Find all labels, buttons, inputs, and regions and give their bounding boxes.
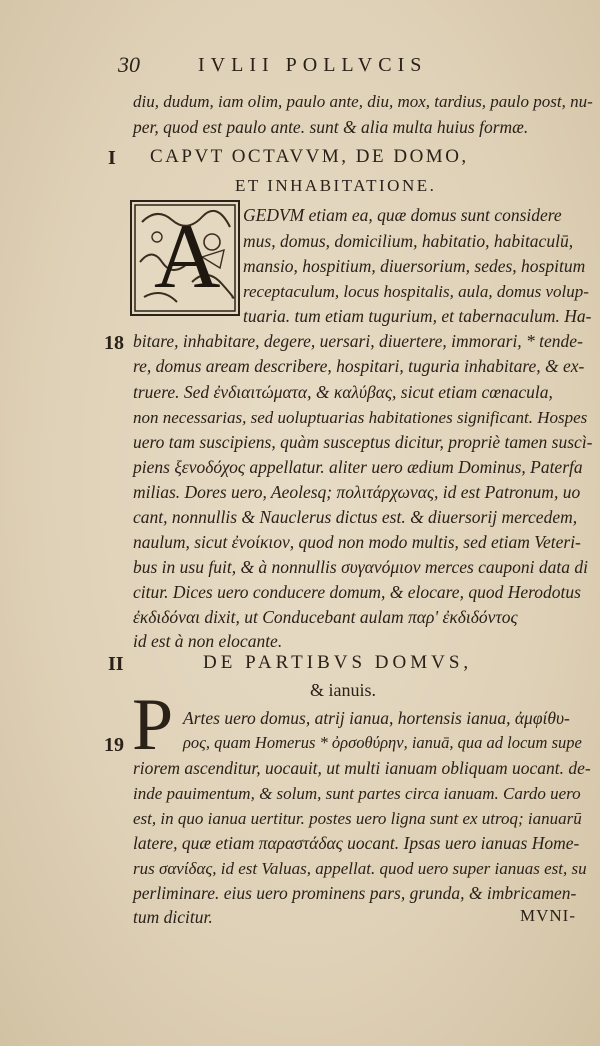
marginal-number: 19 [104, 734, 124, 756]
text-line: diu, dudum, iam olim, paulo ante, diu, mox, tardius, paulo post, nu- [133, 92, 593, 111]
text-line: ἐκδιδόναι dixit, ut Conducebant aulam παρ' ἐκδιδόντος [133, 607, 518, 627]
text-line: est, in quo ianua uertitur. postes uero ligna sunt ex utroq; ianuarū [133, 809, 582, 828]
decorated-initial-woodcut [130, 200, 240, 316]
text-line: latere, quæ etiam παραστάδας uocant. Ipsas uero ianuas Home- [133, 833, 580, 853]
section-heading-continued: & ianuis. [310, 680, 376, 700]
chapter-heading-continued: ET INHABITATIONE. [235, 176, 437, 195]
text-line: uero tam suscipiens, quàm susceptus dicitur, propriè tamen suscì- [133, 432, 593, 452]
section-heading: DE PARTIBVS DOMVS, [203, 652, 473, 673]
text-line: piens ξενοδόχος appellatur. aliter uero ædium Dominus, Paterfa [133, 457, 583, 477]
text-line: milias. Dores uero, Aeolesq; πολιτάρχωνας, id est Patronum, uo [133, 482, 581, 502]
text-line: ρος, quam Homerus * ὀρσοθύρην, ianuā, qua ad locum supe [183, 733, 582, 752]
text-line: perliminare. eius uero prominens pars, grunda, & imbricamen- [133, 883, 577, 903]
text-line: per, quod est paulo ante. sunt & alia multa huius formæ. [133, 117, 529, 137]
chapter-number: I [108, 147, 116, 169]
section-number: II [108, 653, 124, 675]
text-line: tum dicitur. [133, 907, 213, 927]
marginal-number: 18 [104, 332, 124, 354]
running-title: IVLII POLLVCIS [198, 54, 428, 76]
text-line: id est à non elocante. [133, 631, 283, 651]
text-line: re, domus aream describere, hospitari, tuguria inhabitare, & ex- [133, 356, 585, 376]
text-line: citur. Dices uero conducere domum, & elocare, quod Herodotus [133, 582, 581, 602]
text-line: mansio, hospitium, diuersorium, sedes, hospitum [243, 256, 586, 276]
chapter-dropcap: A [154, 205, 221, 307]
text-line: mus, domus, domicilium, habitatio, habitaculū, [243, 231, 574, 251]
page-header [118, 52, 498, 82]
text-line: riorem ascenditur, uocauit, ut multi ianuam obliquam uocant. de- [133, 758, 591, 778]
page-number: 30 [118, 52, 140, 77]
text-line: inde pauimentum, & solum, sunt partes circa ianuam. Cardo uero [133, 784, 581, 803]
text-line: cant, nonnullis & Nauclerus dictus est. & diuersorij mercedem, [133, 507, 578, 527]
text-line: bus in usu fuit, & à nonnullis συγανόμιον merces cauponi data di [133, 557, 589, 577]
text-line: truere. Sed ἐνδιαιτώματα, & καλύβας, sicut etiam cœnacula, [133, 382, 553, 402]
text-line: tuaria. tum etiam tugurium, et tabernaculum. Ha- [243, 306, 592, 326]
section-dropcap: P [132, 684, 174, 766]
catchword: MVNI- [520, 906, 576, 925]
text-line: receptaculum, locus hospitalis, aula, domus volup- [243, 282, 589, 301]
text-line: non necessarias, sed uoluptuarias habitationes significant. Hospes [133, 408, 588, 427]
text-line: GEDVM etiam ea, quæ domus sunt considere [243, 205, 562, 225]
text-line: bitare, inhabitare, degere, uersari, diuertere, immorari, * tende- [133, 331, 583, 351]
text-line: Artes uero domus, atrij ianua, hortensis ianua, ἀμφίθυ- [183, 708, 570, 728]
text-line: naulum, sicut ἐνοίκιον, quod non modo multis, sed etiam Veteri- [133, 532, 581, 552]
chapter-heading: CAPVT OCTAVVM, DE DOMO, [150, 146, 469, 167]
text-line: rus σανίδας, id est Valuas, appellat. quod uero super ianuas est, su [133, 859, 587, 878]
